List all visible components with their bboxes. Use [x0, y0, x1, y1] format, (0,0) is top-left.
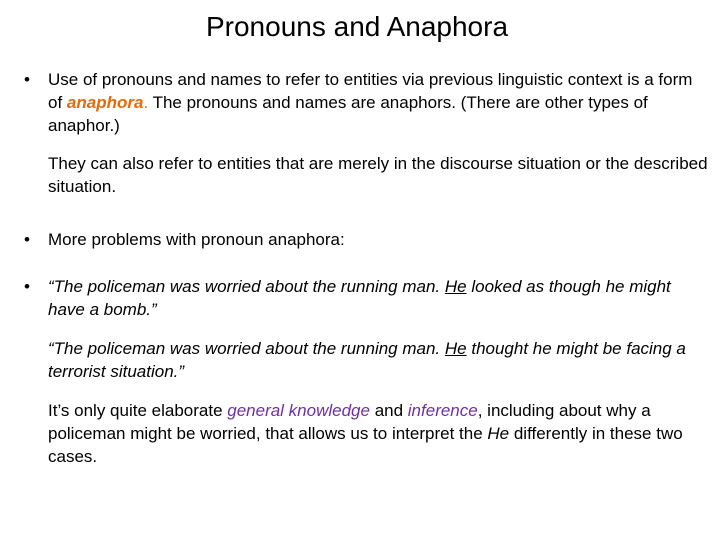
term-general-knowledge: general knowledge — [227, 401, 370, 420]
bullet-marker: • — [24, 70, 30, 89]
discourse-situation-note: They can also refer to entities that are merely in the discourse situation or the described situation. — [48, 154, 708, 196]
slide-content — [24, 68, 710, 468]
pronoun-he: He — [444, 277, 467, 296]
pronoun-he: He — [487, 424, 510, 443]
text-run: “The policeman was worried about the running man. — [48, 277, 445, 296]
interpretation-note — [24, 399, 710, 468]
text-run: and — [369, 401, 408, 420]
bullet-marker: • — [24, 277, 30, 296]
text-run: differently in these two cases. — [48, 424, 683, 466]
example-1-text — [48, 275, 710, 321]
bullet-anaphora-definition — [24, 68, 710, 137]
more-problems-text: More problems with pronoun anaphora: — [48, 230, 345, 249]
text-run: looked as though he might have a bomb.” — [48, 277, 671, 319]
text-run: , including about why a policeman might be worried, that allows us to interpret the — [48, 401, 651, 443]
bullet-marker: • — [24, 230, 30, 249]
bullet-more-problems — [24, 228, 710, 251]
slide-title: Pronouns and Anaphora — [205, 11, 509, 42]
text-run: The pronouns and names are anaphors. (There are other types of anaphor.) — [48, 93, 648, 135]
text-run: It’s only quite elaborate — [48, 401, 228, 420]
text-run: thought he might be facing a terrorist situation.” — [48, 339, 686, 381]
anaphora-definition-text — [48, 68, 710, 137]
example-2-text — [24, 337, 710, 383]
term-anaphora: anaphora — [66, 93, 144, 112]
bullet-example-1 — [24, 275, 710, 321]
pronoun-he: He — [444, 339, 467, 358]
term-inference: inference — [407, 401, 478, 420]
text-run: “The policeman was worried about the running man. — [48, 339, 445, 358]
term-period: . — [143, 93, 149, 112]
text-run: Use of pronouns and names to refer to entities via previous linguistic context is a form of — [48, 70, 693, 112]
